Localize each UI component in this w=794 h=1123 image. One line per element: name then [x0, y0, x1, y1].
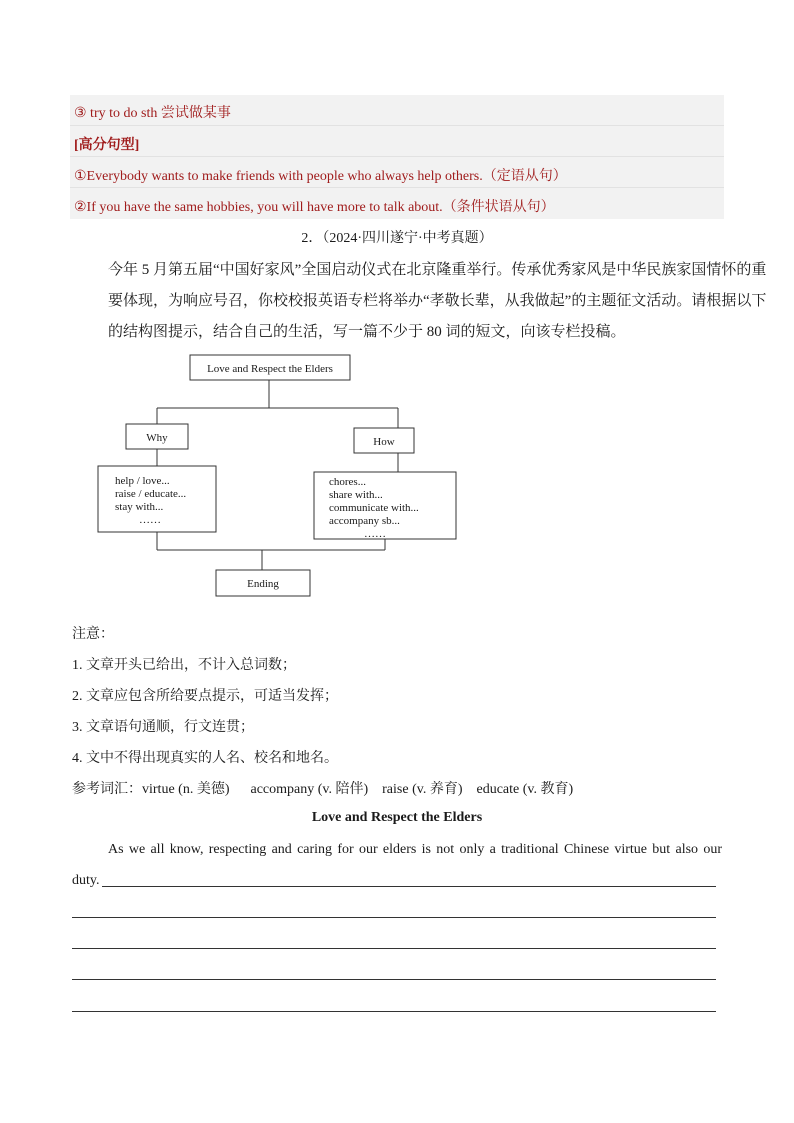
- how-label: How: [373, 436, 395, 448]
- note-item: 4. 文中不得出现真实的人名、校名和地名。: [72, 751, 338, 766]
- structure-diagram: [96, 350, 466, 602]
- root-label: Love and Respect the Elders: [207, 363, 333, 375]
- why-item: help / love...: [115, 475, 170, 487]
- writing-line[interactable]: [72, 1011, 716, 1012]
- question-paragraph-line: 今年 5 月第五届“中国好家风”全国启动仪式在北京隆重举行。传承优秀家风是中华民族家国情怀的重: [108, 262, 767, 278]
- question-title: 2．（2024·四川遂宁·中考真题）: [301, 231, 493, 246]
- writing-line[interactable]: [72, 948, 716, 949]
- ending-label: Ending: [247, 578, 279, 590]
- grammar-divider: [70, 156, 724, 157]
- essay-title: Love and Respect the Elders: [311, 810, 483, 825]
- pattern-sentence-1: ①Everybody wants to make friends with people who always help others.（定语从句）: [74, 169, 567, 184]
- grammar-divider: [70, 187, 724, 188]
- how-item-ellipsis: ……: [364, 528, 386, 540]
- phrase-line: ③ try to do sth 尝试做某事: [74, 106, 231, 121]
- how-item: communicate with...: [329, 502, 419, 514]
- essay-opening-continuation: duty.: [72, 873, 100, 888]
- note-item: 3. 文章语句通顺，行文连贯；: [72, 720, 254, 735]
- question-paragraph-line: 的结构图提示，结合自己的生活，写一篇不少于 80 词的短文，向该专栏投稿。: [108, 324, 626, 340]
- notes-heading: 注意：: [72, 627, 114, 642]
- pattern-sentence-2: ②If you have the same hobbies, you will have more to talk about.（条件状语从句）: [74, 200, 555, 215]
- writing-line[interactable]: [72, 979, 716, 980]
- how-item: chores...: [329, 476, 366, 488]
- sentence-pattern-heading: [高分句型]: [74, 138, 140, 153]
- writing-line[interactable]: [72, 917, 716, 918]
- note-item: 2. 文章应包含所给要点提示，可适当发挥；: [72, 689, 338, 704]
- note-item: 1. 文章开头已给出，不计入总词数；: [72, 658, 296, 673]
- essay-opening-line: As we all know, respecting and caring for our elders is not only a traditional Chinese virtue but also our: [108, 842, 722, 857]
- why-item-ellipsis: ……: [139, 514, 161, 526]
- writing-line[interactable]: [102, 886, 716, 887]
- how-item: accompany sb...: [329, 515, 400, 527]
- why-item: stay with...: [115, 501, 164, 513]
- why-item: raise / educate...: [115, 488, 187, 500]
- question-paragraph-line: 要体现，为响应号召，你校校报英语专栏将举办“孝敬长辈，从我做起”的主题征文活动。请根据以下: [108, 293, 767, 309]
- how-item: share with...: [329, 489, 383, 501]
- why-label: Why: [146, 432, 168, 444]
- vocabulary-hint: 参考词汇：virtue (n. 美德) accompany (v. 陪伴) raise (v. 养育) educate (v. 教育): [72, 782, 574, 797]
- grammar-divider: [70, 125, 724, 126]
